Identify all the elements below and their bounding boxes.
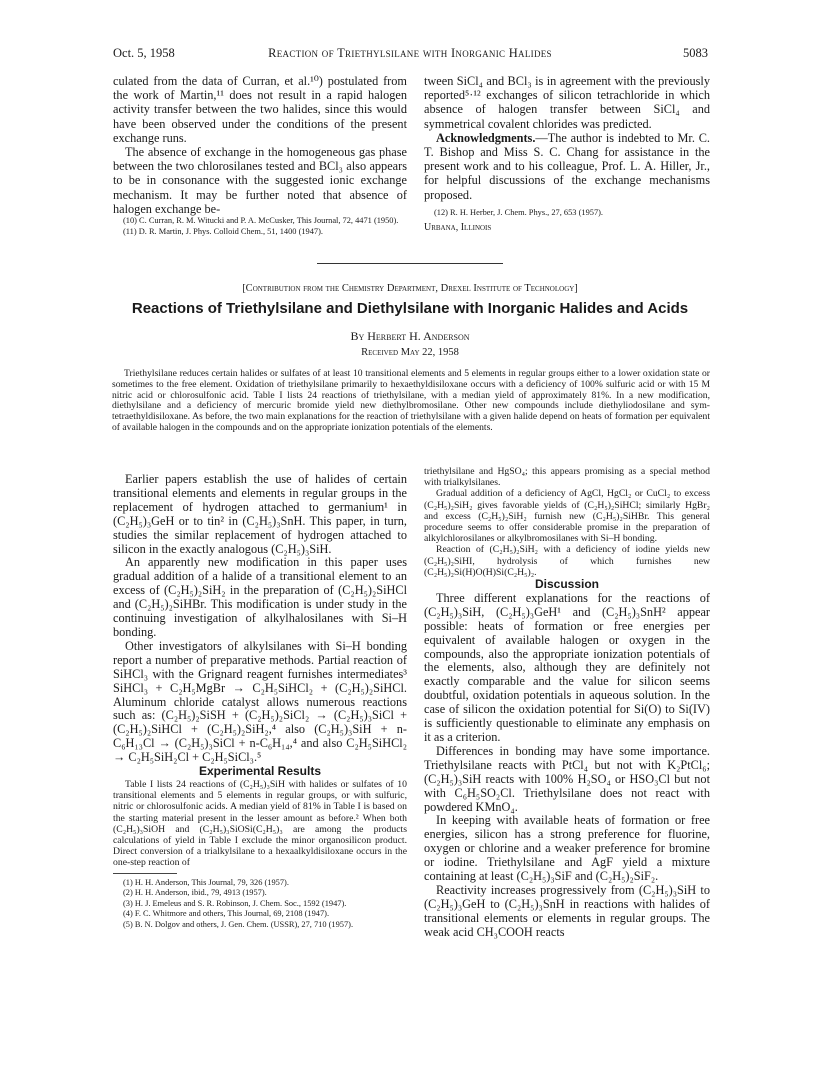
body-right-column — [424, 466, 710, 940]
acknowledgments-heading: Acknowledgments. — [436, 130, 536, 145]
paragraph: Differences in bonding may have some importance. Triethylsilane reacts with PtCl₄ but not with K₂PtCl₆; (C₂H₅)₃SiH reacts with 100% H₂SO₄ or HSO₃Cl but not with C₆H₅SO₂Cl. Triethylsilane does not react with powdered KMnO₄. — [424, 743, 710, 814]
footnote-1: (1) H. H. Anderson, This Journal, 79, 326 (1957). — [123, 877, 289, 887]
paragraph: Table I lists 24 reactions of (C₂H₅)₃SiH with halides or sulfates of 10 transitional elements and 5 elements in regular groups, or with sulfuric, nitric or chlorosulfonic acids. A median yield of 81% in Table I is based on the starting material present in the lesser amount as before.² When both (C₂H₅)₃SiOH and (C₂H₅)₃SiOSi(C₂H₅)₃ are among the products calculations of yield in Table I exclude the minor organosilicon product. Direct conversion of a trialkylsilane to a hexaalkyldisiloxane occurs in the one-step reaction of — [113, 778, 407, 869]
footnote-5: (5) B. N. Dolgov and others, J. Gen. Chem. (USSR), 27, 710 (1957). — [123, 919, 354, 929]
location: Urbana, Illinois — [424, 222, 492, 234]
body-left-column — [113, 473, 407, 930]
paragraph: Reactivity increases progressively from (C₂H₅)₃SiH to (C₂H₅)₃GeH to (C₂H₅)₃SnH in reactions with halides of transitional elements or elements in regular groups. The weak acid CH₃COOH reacts — [424, 882, 710, 939]
abstract: Triethylsilane reduces certain halides or sulfates of at least 10 transitional elements and 5 elements in regular groups either to a lower oxidation state or sometimes to the free element. Oxidation of triethylsilane primarily to hexaethyldisiloxane occurs with a deficiency of 100% sulfuric acid or with 15 M nitric acid or chlorosulfonic acid. Table I lists 24 reactions of triethylsilane, with a median yield of approximately 81%. In a new modification, diethylsilane and a deficiency of mercuric bromide yield new diethylbromosilane. Other new compounds include diethyliodosilane and sym-tetraethyldisiloxane. As before, the two main explanations for the reaction of triethylsilane with a given halide depend on heats of formation per equivalent of available halogen in the compounds and on the appropriate ionization potentials of the elements. — [112, 368, 710, 433]
paragraph: Three different explanations for the reactions of (C₂H₅)₃SiH, (C₂H₅)₃GeH¹ and (C₂H₅)₃SnH² appear possible: heats of formation or free energies per equivalent of available halogen or oxygen in the compounds, also the appropriate ionization potentials of the elements, also, although they are definitely not exactly comparable and the value for silicon seems doubtful, oxidation potentials in aqueous solution. In the case of silicon the oxidation potential for Si(O) to Si(IV) is sufficiently questionable to eliminate any emphasis on it as a criterion. — [424, 590, 710, 744]
header-date: Oct. 5, 1958 — [113, 46, 175, 60]
page-number: 5083 — [683, 46, 708, 60]
acknowledgments-text: —The author is indebted to Mr. C. T. Bishop and Miss S. C. Chang for assistance in the present work and to his colleague, Prof. L. A. Hiller, Jr., for helpful discussions of the exchange mechanisms proposed. — [424, 130, 710, 202]
paragraph: triethylsilane and HgSO₄; this appears promising as a special method with trialkylsilanes. — [424, 466, 710, 489]
article-title: Reactions of Triethylsilane and Diethylsilane with Inorganic Halides and Acids — [131, 300, 689, 317]
paragraph: In keeping with available heats of formation or free energies, silicon has a strong preference for fluorine, oxygen or chlorine and a weaker preference for bromine or iodine. Triethylsilane and AgF yield a mixture containing at least (C₂H₅)₃SiF and (C₂H₅)₂SiF₂. — [424, 813, 710, 884]
previous-article-right-column — [424, 74, 710, 236]
paragraph: Other investigators of alkylsilanes with Si–H bonding report a number of preparative methods. Partial reaction of SiHCl₃ with the Grignard reagent furnishes intermediates³ SiHCl₃ + C₂H₅MgBr → C₂H₅SiHCl₂ + (C₂H₅)₂SiHCl. Aluminum chloride catalyst allows numerous reactions such as: (C₂H₅)₂SiSH + (C₂H₅)₂SiCl₂ → (C₂H₅)₃SiCl + (C₂H₅)₂SiHCl + (C₂H₅)₂SiH₂,⁴ also (C₂H₅)₃SiH + n-C₆H₁₃Cl → (C₂H₅)₃SiCl + n-C₆H₁₄,⁴ and also C₂H₅SiHCl₂ → C₂H₅SiH₂Cl + C₂H₅SiCl₃.⁵ — [113, 638, 407, 765]
footnote-rule — [113, 873, 177, 874]
footnotes — [424, 208, 710, 219]
footnote-2: (2) H. H. Anderson, ibid., 79, 4913 (1957). — [123, 888, 267, 898]
footnote-4: (4) F. C. Whitmore and others, This Journal, 69, 2108 (1947). — [123, 909, 330, 919]
paragraph: An apparently new modification in this paper uses gradual addition of a halide of a transitional element to an excess of (C₂H₅)₂SiH₂ in the preparation of (C₂H₅)₂SiHCl and (C₂H₅)₂SiHBr. This modification is under study in the continuing investigation of alkylhalosilanes with Si–H bonding. — [113, 555, 407, 639]
running-title: Reaction of Triethylsilane with Inorganic Halides — [268, 46, 552, 60]
footnotes — [113, 878, 407, 931]
paragraph: tween SiCl₄ and BCl₃ is in agreement with the previously reported⁵·¹² exchanges of silicon tetrachloride in which absence of halogen transfer between SiCl₄ and symmetrical covalent chlorides was predicted. — [424, 74, 710, 131]
acknowledgments — [424, 131, 710, 202]
footnote-3: (3) H. J. Emeleus and S. R. Robinson, J. Chem. Soc., 1592 (1947). — [123, 898, 347, 908]
received-date: Received May 22, 1958 — [361, 347, 459, 358]
footnote-10: (10) C. Curran, R. M. Witucki and P. A. McCusker, This Journal, 72, 4471 (1950). — [123, 216, 399, 226]
previous-article-left-column — [113, 74, 407, 237]
footnotes — [113, 216, 407, 237]
footnote-12: (12) R. H. Herber, J. Chem. Phys., 27, 653 (1957). — [434, 207, 604, 217]
paragraph: Reaction of (C₂H₅)₂SiH₂ with a deficiency of iodine yields new (C₂H₅)₂SiHI, hydrolysis of which furnishes new (C₂H₅)₂Si(H)O(H)Si(C₂H₅)₂. — [424, 544, 710, 578]
paragraph: Gradual addition of a deficiency of AgCl, HgCl₂ or CuCl₂ to excess (C₂H₅)₂SiH₂ gives favorable yields of (C₂H₅)₂SiHCl; similarly HgBr₂ and excess (C₂H₅)₂SiH₂ furnish new (C₂H₅)₂SiHBr. This general procedure seems to offer considerable promise in the preparation of alkylchlorosilanes or alkylbromosilanes with Si–H bonding. — [424, 488, 710, 545]
paragraph: culated from the data of Curran, et al.¹⁰) postulated from the work of Martin,¹¹ does not result in a rapid halogen activity transfer between the two halides, since this would have been observed under the conditions of the present exchange runs. — [113, 74, 407, 145]
byline: By Herbert H. Anderson — [350, 329, 470, 343]
footnote-11: (11) D. R. Martin, J. Phys. Colloid Chem., 51, 1400 (1947). — [123, 226, 323, 236]
section-heading-experimental: Experimental Results — [198, 764, 322, 779]
paragraph: Earlier papers establish the use of halides of certain transitional elements and elements in regular groups in the replacement of hydrogen attached to germanium¹ in (C₂H₅)₃GeH or to tin² in (C₂H₅)₃SnH. This paper, in turn, studies the similar replacement of hydrogen attached to silicon in the exactly analogous (C₂H₅)₃SiH. — [113, 472, 407, 556]
section-heading-discussion: Discussion — [534, 577, 600, 592]
section-divider — [317, 263, 503, 264]
paragraph: The absence of exchange in the homogeneous gas phase between the two chlorosilanes tested and BCl₃ also appears to be in consonance with the suggested ionic exchange mechanism. It may be further noted that absence of halogen exchange be- — [113, 145, 407, 216]
contribution-line: [Contribution from the Chemistry Department, Drexel Institute of Technology] — [242, 283, 578, 294]
